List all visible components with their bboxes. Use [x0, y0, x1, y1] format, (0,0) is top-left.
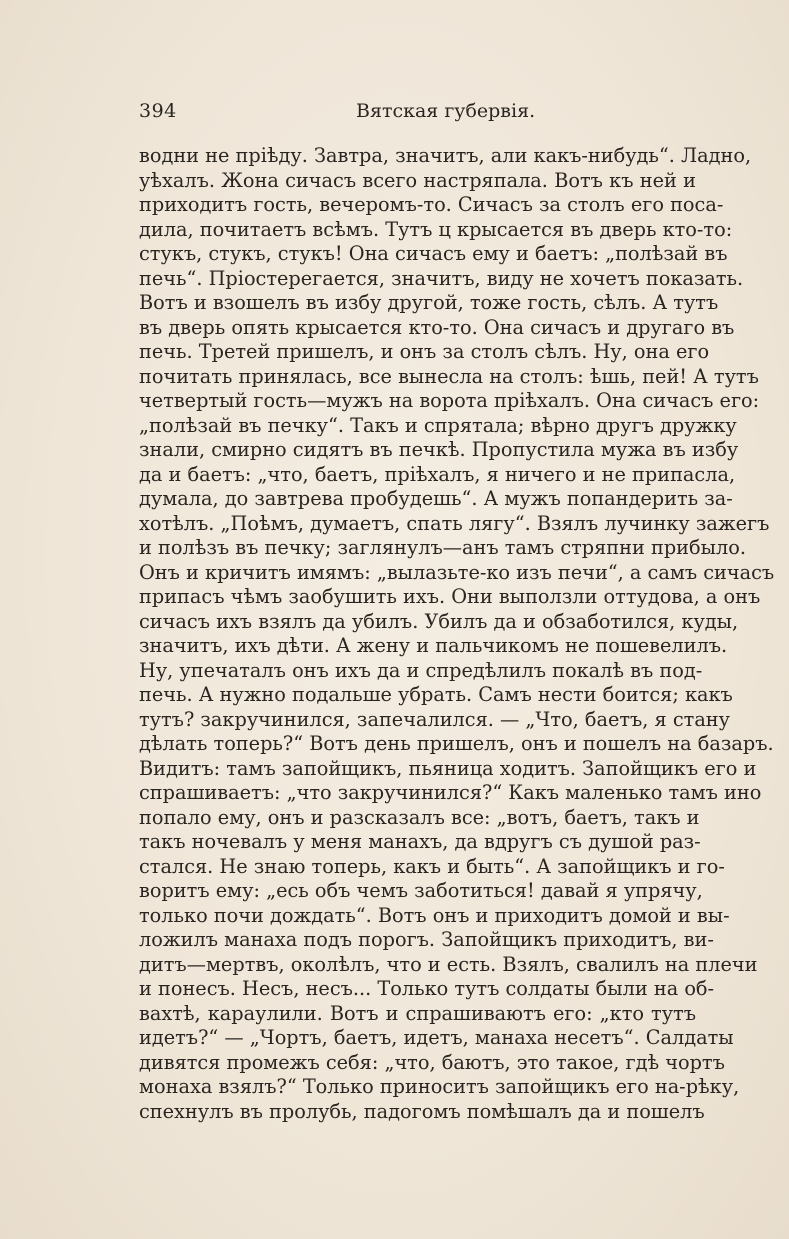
text-line: знали, смирно сидятъ въ печкѣ. Пропустила мужа въ избу	[139, 438, 739, 461]
text-line: дила, почитаетъ всѣмъ. Тутъ ц крысается въ дверь кто-то:	[139, 217, 733, 241]
text-line: значитъ, ихъ дѣти. А жену и пальчикомъ не пошевелилъ.	[139, 634, 728, 657]
text-line: спехнулъ въ пролубь, падогомъ помѣшалъ да и пошелъ	[139, 1099, 705, 1123]
text-line: печь. А нужно подальше убрать. Самъ нести боится; какъ	[139, 683, 733, 706]
text-line: только почи дождать“. Вотъ онъ и приходитъ домой и вы-	[139, 903, 730, 927]
text-line: тутъ? закручинился, запечалился. — „Что, баетъ, я стану	[139, 707, 731, 731]
text-line: попало ему, онъ и разсказалъ все: „вотъ, баетъ, такъ и	[139, 805, 700, 829]
text-line: спрашиваетъ: „что закручинился?“ Какъ маленько тамъ ино	[139, 781, 762, 804]
text-line: въ дверь опять крысается кто-то. Она сичасъ и другаго въ	[139, 315, 735, 339]
text-line: стался. Не знаю топерь, какъ и быть“. А запойщикъ и го-	[139, 854, 725, 878]
text-line: такъ ночевалъ у меня манахъ, да вдругъ съ душой раз-	[139, 830, 701, 853]
text-line: сичасъ ихъ взялъ да убилъ. Убилъ да и обзаботился, куды,	[139, 609, 739, 633]
text-line: и полѣзъ въ печку; заглянулъ—анъ тамъ стряпни прибыло.	[139, 536, 746, 559]
text-line: четвертый гость—мужъ на ворота пріѣхалъ. Она сичасъ его:	[139, 389, 760, 412]
text-line: и понесъ. Несъ, несъ... Только тутъ солдаты были на об-	[139, 977, 715, 1000]
text-line: думала, до завтрева пробудешь“. А мужъ попандерить за-	[139, 487, 733, 510]
text-line: приходитъ гость, вечеромъ-то. Сичасъ за столъ его поса-	[139, 193, 724, 216]
text-line: воритъ ему: „есь объ чемъ заботиться! давай я упрячу,	[139, 879, 703, 902]
text-line: припасъ чѣмъ заобушить ихъ. Они выползли оттудова, а онъ	[139, 585, 761, 608]
text-line: вахтѣ, караулили. Вотъ и спрашиваютъ его: „кто тутъ	[139, 1001, 696, 1025]
body-text	[139, 144, 775, 1124]
text-line: стукъ, стукъ, стукъ! Она сичасъ ему и баетъ: „полѣзай въ	[139, 242, 728, 265]
text-line: почитать принялась, все вынесла на столъ: ѣшь, пей! А тутъ	[139, 364, 759, 388]
running-head: Вятская губервія.	[356, 100, 536, 122]
text-line: Видитъ: тамъ запойщикъ, пьяница ходитъ. Запойщикъ его и	[139, 756, 757, 780]
text-line: печь. Третей пришелъ, и онъ за столъ сѣлъ. Ну, она его	[139, 340, 710, 363]
text-line: уѣхалъ. Жона сичасъ всего настряпала. Вотъ къ ней и	[139, 168, 696, 192]
text-line: Онъ и кричитъ имямъ: „вылазьте-ко изъ печи“, а самъ сичасъ	[139, 560, 775, 584]
text-line: „полѣзай въ печку“. Такъ и спрятала; вѣрно другъ дружку	[139, 413, 737, 437]
text-line: печь“. Пріостерегается, значитъ, виду не хочетъ показать.	[139, 266, 744, 290]
text-line: ложилъ манаха подъ порогъ. Запойщикъ приходитъ, ви-	[139, 928, 714, 951]
text-line: Вотъ и взошелъ въ избу другой, тоже гость, сѣлъ. А тутъ	[139, 291, 719, 314]
page-number: 394	[139, 100, 177, 122]
text-line: монаха взялъ?“ Только приноситъ запойщикъ его на-рѣку,	[139, 1075, 740, 1098]
text-line: водни не пріѣду. Завтра, значитъ, али какъ-нибудь“. Ладно,	[139, 144, 752, 167]
text-line: дитъ—мертвъ, околѣлъ, что и есть. Взялъ, свалилъ на плечи	[139, 952, 758, 976]
text-line: дѣлать топерь?“ Вотъ день пришелъ, онъ и пошелъ на базаръ.	[139, 732, 774, 755]
text-line: да и баетъ: „что, баетъ, пріѣхалъ, я ничего и не припасла,	[139, 462, 736, 486]
text-line: идетъ?“ — „Чортъ, баетъ, идетъ, манаха несетъ“. Салдаты	[139, 1026, 734, 1049]
text-line: дивятся промежъ себя: „что, баютъ, это такое, гдѣ чортъ	[139, 1050, 725, 1074]
text-line: Ну, упечаталъ онъ ихъ да и спредѣлилъ покалѣ въ под-	[139, 658, 703, 682]
text-line: хотѣлъ. „Поѣмъ, думаетъ, спать лягу“. Взялъ лучинку зажегъ	[139, 511, 770, 535]
